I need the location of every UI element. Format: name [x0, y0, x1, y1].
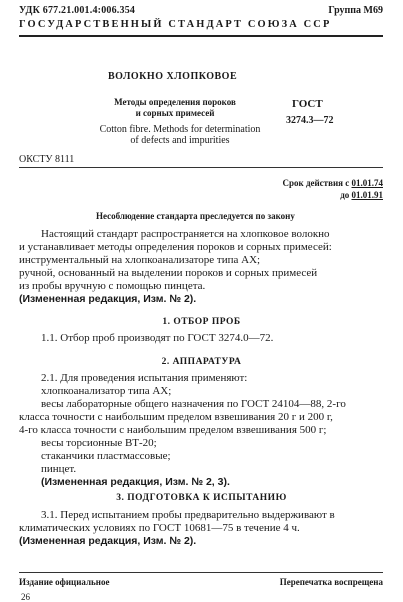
okstu-rule: [19, 167, 383, 168]
validity-to-label: до: [340, 190, 352, 200]
intro-line: инструментальный на хлопкоанализаторе типа АХ;: [19, 254, 261, 266]
amendment-note: (Измененная редакция, Изм. № 2).: [19, 535, 197, 547]
intro-line: из пробы вручную с помощью пинцета.: [19, 280, 206, 292]
reprint-prohibited-label: Перепечатка воспрещена: [279, 577, 383, 587]
law-notice: Несоблюдение стандарта преследуется по закону: [96, 211, 295, 221]
gost-number: 3274.3—72: [286, 115, 334, 126]
section-line: класса точности с наибольшим пределом взвешивания 20 г и 200 г,: [19, 411, 333, 423]
section-line: пинцет.: [41, 463, 77, 475]
document-title-en: [95, 124, 265, 146]
validity-period: [283, 177, 384, 201]
title-en-line-2: of defects and impurities: [130, 135, 230, 146]
section-line: весы торсионные ВТ-20;: [41, 437, 157, 449]
validity-from-label: Срок действия с: [282, 178, 352, 188]
intro-line: ручной, основанный на выделении пороков и сорных примесей: [19, 267, 318, 279]
subtitle-line-1: Методы определения пороков: [114, 97, 236, 107]
intro-line: и устанавливает методы определения пороков и сорных примесей:: [19, 241, 332, 253]
document-subtitle-ru: [100, 97, 250, 119]
header-rule: [19, 35, 383, 37]
group-code: Группа М69: [328, 5, 383, 16]
validity-to-date: 01.01.91: [351, 190, 383, 200]
section-line: климатических условиях по ГОСТ 10681—75 в течение 4 ч.: [19, 522, 300, 534]
section-heading: 3. ПОДГОТОВКА К ИСПЫТАНИЮ: [116, 493, 287, 503]
intro-paragraph: [19, 228, 383, 306]
document-title-ru: ВОЛОКНО ХЛОПКОВОЕ: [108, 71, 238, 82]
section-line: 1.1. Отбор проб производят по ГОСТ 3274.0—72.: [41, 332, 274, 344]
udk-code: УДК 677.21.001.4:006.354: [19, 5, 136, 16]
section-body: [19, 509, 383, 548]
amendment-note: (Измененная редакция, Изм. № 2).: [19, 293, 197, 305]
section-heading: 1. ОТБОР ПРОБ: [162, 317, 241, 327]
validity-from: [283, 177, 384, 189]
section-line: весы лабораторные общего назначения по ГОСТ 24104—88, 2-го: [41, 398, 346, 410]
amendment-note: (Измененная редакция, Изм. № 2, 3).: [41, 476, 230, 488]
section-heading: 2. АППАРАТУРА: [161, 357, 242, 367]
intro-line: Настоящий стандарт распространяется на хлопковое волокно: [41, 228, 330, 240]
title-en-line-1: Cotton fibre. Methods for determination: [99, 124, 261, 135]
section-body: [19, 372, 383, 489]
section-line: хлопкоанализатор типа АХ;: [41, 385, 172, 397]
footer-rule: [19, 572, 383, 573]
section-line: 4-го класса точности с наибольшим пределом взвешивания 500 г;: [19, 424, 327, 436]
section-body: [19, 332, 383, 345]
validity-to: [283, 189, 384, 201]
validity-from-date: 01.01.74: [351, 178, 383, 188]
section-line: 2.1. Для проведения испытания применяют:: [41, 372, 248, 384]
section-line: 3.1. Перед испытанием пробы предварительно выдерживают в: [41, 509, 335, 521]
subtitle-line-2: и сорных примесей: [135, 108, 215, 118]
page-number: 26: [21, 592, 30, 602]
official-edition-label: Издание официальное: [19, 577, 110, 587]
okstu-code: ОКСТУ 8111: [19, 154, 75, 165]
state-standard-title: ГОСУДАРСТВЕННЫЙ СТАНДАРТ СОЮЗА ССР: [19, 19, 332, 30]
gost-label: ГОСТ: [292, 98, 323, 110]
section-line: стаканчики пластмассовые;: [41, 450, 171, 462]
